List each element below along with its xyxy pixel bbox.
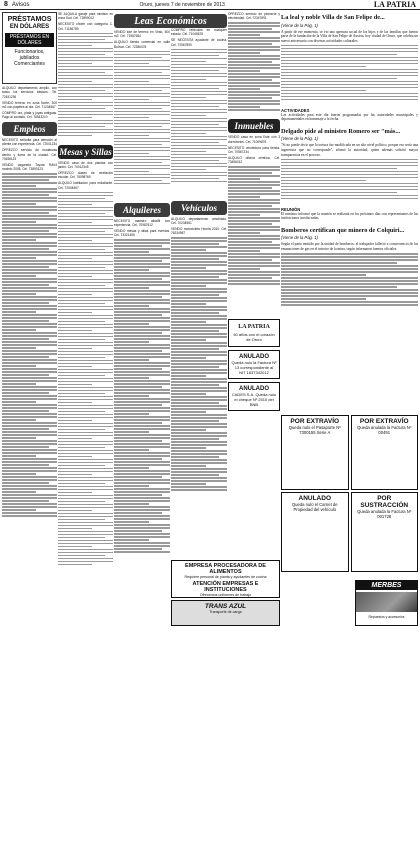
article-text-block xyxy=(281,253,418,313)
prestamos-bar: PRÉSTAMOS EN DÓLARES xyxy=(5,33,54,47)
classified-ad: NECESITO chofer con categoría C. Cel. 71156789 xyxy=(58,22,113,31)
atencion-body: Ofrecemos uniformes de trabajo xyxy=(199,593,252,598)
notice-heading: POR EXTRAVÍO xyxy=(359,418,409,425)
anulado-ad xyxy=(228,382,280,411)
classified-ad: VENDO casa en zona Este con 3 dormitorios. Cel. 71009876 xyxy=(228,135,280,144)
article-text-block xyxy=(281,45,418,105)
classified-ad: OFREZCO servicio de plomería y electricidad. Cel. 72347891 xyxy=(228,12,280,21)
article-body: Las actividades para este día fueron programadas por las autoridades municipales y departamentales en homenaje a la fecha. xyxy=(281,112,418,122)
classified-text-block xyxy=(228,22,280,117)
empresa-ad xyxy=(171,560,280,598)
article-subhead: REUNIÓN xyxy=(281,206,301,212)
classified-ad: SE ALQUILA garaje para minibús en zona Sud. Cel. 72890012 xyxy=(58,12,113,21)
merbes-body: Repuestos y accesorios xyxy=(368,615,405,619)
article-body: A partir de ese momento, se vio una apertura social de los hijos y de las familias que fueron parte de la fundación de la Villa de San Felipe de Austria, hoy ciudad de Oruro, que celebra un nuevo aniversario con diversas actividades culturales. xyxy=(281,29,418,43)
trans-heading: TRANS AZUL xyxy=(204,603,247,610)
anulado-body: CADES S.A. Queda nulo el cheque Nº 2510 del BNB xyxy=(231,392,277,408)
prestamos-line: Funcionarios, jubilados xyxy=(14,49,45,61)
column-4 xyxy=(171,12,227,557)
column-5 xyxy=(228,12,280,557)
page-number: 8 xyxy=(4,1,8,8)
section-banner: Leas Económicos xyxy=(114,14,227,28)
classified-ad: ALQUILO oficina céntrica. Cel. 73456012 xyxy=(228,155,280,165)
notice-heading: POR EXTRAVÍO xyxy=(290,418,340,425)
classified-ad: ALQUILO habitación para estudiante. Cel. 72004567 xyxy=(58,181,113,190)
notice-boxes xyxy=(281,415,418,572)
section-banner: Inmuebles xyxy=(228,119,280,133)
notice-body: Queda anulada la Factura Nº 00491 xyxy=(357,425,412,436)
classified-ad: COMPRO vehículos en cualquier estado. Cel. 71045678 xyxy=(171,28,227,37)
prestamos-title: PRÉSTAMOS xyxy=(7,16,52,23)
classified-ad: NECESITO vendedora para tienda. Cel. 70567234 xyxy=(228,145,280,155)
classified-ad: ALQUILO departamento amplio, con todos los servicios básicos. Tel. 72451236 xyxy=(2,86,57,99)
notice-box xyxy=(281,492,349,572)
newspaper-brand: LA PATRIA xyxy=(373,0,416,9)
classified-text-block xyxy=(2,173,57,785)
notice-heading: POR SUSTRACCIÓN xyxy=(360,495,409,509)
notice-heading: ANULADO xyxy=(298,495,331,502)
article-subtitle: (Viene de la Pág. 1) xyxy=(281,235,318,241)
article-text-block xyxy=(281,159,418,204)
notice-box xyxy=(281,415,349,490)
anulado-ad xyxy=(228,350,280,379)
article-body: Según el parte emitido por la unidad de bomberos, el trabajador falleció a consecuencia de las emanaciones de gas en el interior de la mina, según informaron fuentes oficiales. xyxy=(281,242,418,252)
classified-ad: COMPRO oro, plata y joyas antiguas. Pago al contado. Cel. 76543210 xyxy=(2,111,57,120)
article-subtitle: (Viene de la Pág. 1) xyxy=(281,22,318,28)
article-title: La leal y noble Villa de San Felipe de... xyxy=(281,14,385,21)
classified-ad: NECESITO señorita para atención al cliente con experiencia. Cel. 72001234 xyxy=(2,137,57,147)
classified-ad: VENDO terreno en zona Norte, 300 m2 con papeles al día. Cel. 71234567 xyxy=(2,100,57,110)
article-subtitle: (Viene de la Pág. 1) xyxy=(281,136,318,142)
merbes-photo xyxy=(356,592,417,612)
anulado-heading: ANULADO xyxy=(239,354,269,361)
notice-body: Queda nulo el Carnet de Propiedad del vehículo xyxy=(291,502,338,513)
merbes-heading: MERBES xyxy=(356,581,417,590)
classified-ad: VENDO casa de dos plantas con jardín. Cel. 70012345 xyxy=(58,160,113,170)
prestamos-ad xyxy=(2,12,57,84)
classified-text-block xyxy=(114,239,170,851)
column-1 xyxy=(2,12,57,624)
section-banner: Alquileres xyxy=(114,203,170,217)
classified-ad: ALQUILO departamento amoblado. Cel. 70234561 xyxy=(171,216,227,226)
classified-ad: OFREZCO servicio de mudanzas dentro y fuera de la ciudad. Cel. 70456123 xyxy=(2,148,57,161)
patria-promo-body: 40 años con el corazón de Oruro xyxy=(233,332,275,343)
page-header xyxy=(0,0,420,10)
trans-ad xyxy=(171,600,280,626)
anulado-body: Queda nulo la Factura Nº 13 correspondiente al NIT 1637342012 xyxy=(231,360,277,376)
empresa-body: Requiere personal de planta y ayudantes de cocina xyxy=(184,575,267,579)
patria-promo-ad xyxy=(228,319,280,347)
classified-text-block xyxy=(228,166,280,316)
atencion-heading: ATENCIÓN EMPRESAS E INSTITUCIONES xyxy=(192,581,259,594)
classified-ad: VENDO lote de terreno en Vinto, 500 m2. Cel. 71987654 xyxy=(114,30,170,39)
article-body: "Si no puede decir que la tortura fue modificada en un alto nivel político, porque eso sería una ingerencia que no corresponde", afirmó la autoridad, quien además solicitó mayor transparencia en el proceso. xyxy=(281,143,418,157)
empresa-heading: EMPRESA PROCESADORA DE ALIMENTOS xyxy=(185,563,266,575)
classified-text-block xyxy=(114,51,170,201)
article-title: Delgado pide al ministro Romero ser "más... xyxy=(281,127,401,135)
prestamos-subtitle: EN DÓLARES xyxy=(9,24,50,30)
notice-box xyxy=(351,415,419,490)
classified-ad: VENDO mesas y sillas para eventos. Cel. 73321456 xyxy=(114,228,170,238)
section-banner: Empleos xyxy=(2,122,57,136)
notice-box xyxy=(351,492,419,572)
notice-body: Queda anulada la Factura Nº 001728 xyxy=(357,509,412,520)
date-line: Oruro, jueves 7 de noviembre de 2013 xyxy=(139,1,225,8)
classified-ad: SE NECESITA ayudante de cocina. Cel. 72567890 xyxy=(171,38,227,47)
classified-text-block xyxy=(58,33,113,143)
patria-promo-logo: LA PATRIA xyxy=(238,324,270,331)
classified-ad: VENDO motocicleta Honda 2010. Cel. 76234987 xyxy=(171,226,227,236)
anulado-heading: ANULADO xyxy=(239,386,269,393)
section-banner: Vehículos xyxy=(171,201,227,215)
notice-body: Queda nulo el Pasaporte Nº 7300155 Serie A xyxy=(288,425,341,436)
prestamos-line: Comerciantes xyxy=(14,61,45,67)
section-name: Avisos xyxy=(11,1,30,8)
classified-ad: OFREZCO clases de nivelación escolar. Cel. 76098765 xyxy=(58,170,113,180)
column-2 xyxy=(58,12,113,624)
classified-ad: NECESITO maestro albañil con experiencia. Cel. 70987612 xyxy=(114,218,170,228)
article-body: El ministro informó que la reunión se realizará en los próximos días con representantes de las instituciones involucradas. xyxy=(281,211,418,221)
classified-ad: VENDO vagoneta Toyota RAV4 modelo 2005. Cel. 73890123 xyxy=(2,162,57,172)
classified-text-block xyxy=(171,49,227,199)
classified-ad: ALQUILO tienda comercial en calle Bolívar. Cel. 72356478 xyxy=(114,40,170,49)
article-subhead: ACTIVIDADES xyxy=(281,107,310,113)
articles-column xyxy=(281,12,418,412)
classified-text-block xyxy=(58,192,113,804)
classified-text-block xyxy=(171,237,227,782)
trans-body: Transporte de carga xyxy=(209,610,242,614)
section-banner: Mesas y Sillas xyxy=(59,146,112,157)
article-title: Bomberos certifican que minero de Colquiri... xyxy=(281,226,405,234)
merbes-ad xyxy=(355,580,418,626)
